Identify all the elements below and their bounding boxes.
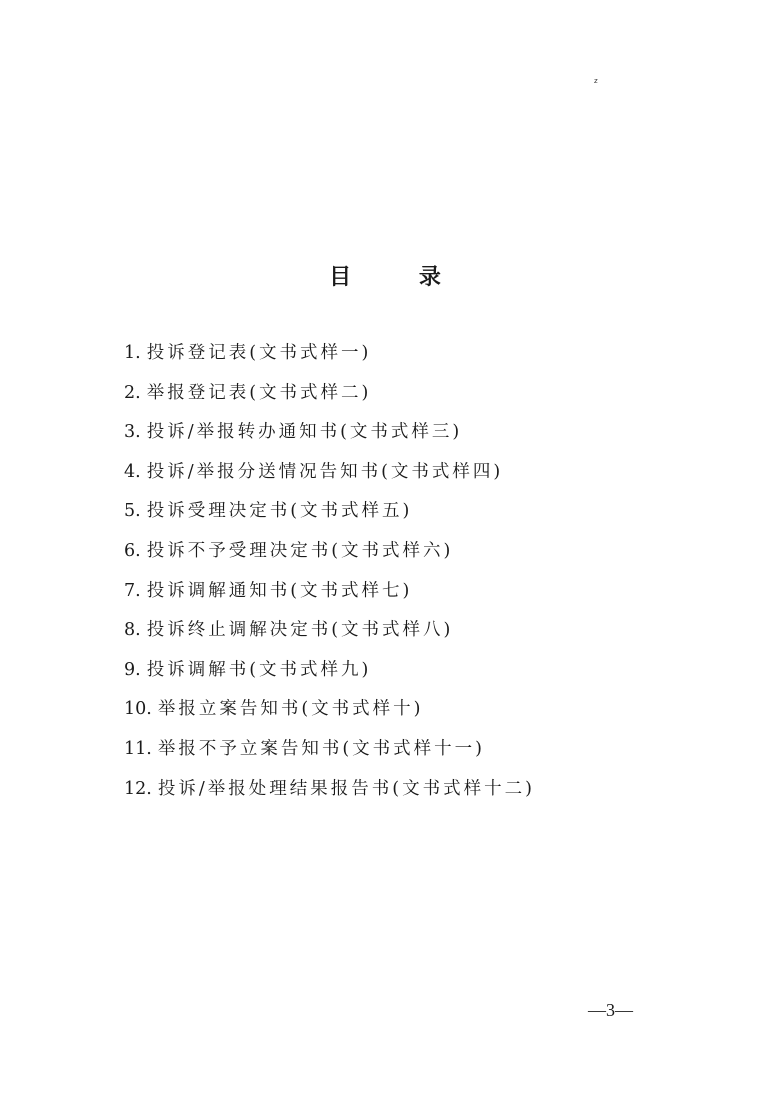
toc-item-text: 举报登记表(文书式样二) xyxy=(146,382,372,403)
toc-item-number: 11. xyxy=(124,738,152,759)
toc-item-4 xyxy=(124,459,535,499)
toc-item-text: 举报不予立案告知书(文书式样十一) xyxy=(157,738,485,759)
toc-item-3 xyxy=(124,419,535,459)
toc-item-5 xyxy=(124,498,535,538)
toc-item-1 xyxy=(124,340,535,380)
toc-item-text: 投诉登记表(文书式样一) xyxy=(146,343,372,363)
toc-item-number: 6. xyxy=(124,540,141,561)
toc-item-9 xyxy=(124,657,535,697)
toc-item-number: 7. xyxy=(124,580,141,601)
toc-item-text: 投诉受理决定书(文书式样五) xyxy=(146,501,413,522)
toc-item-text: 举报立案告知书(文书式样十) xyxy=(157,699,424,720)
toc-item-text: 投诉/举报分送情况告知书(文书式样四) xyxy=(146,461,504,482)
toc-item-text: 投诉调解通知书(文书式样七) xyxy=(146,580,413,601)
toc-item-11 xyxy=(124,736,535,776)
toc-item-number: 5. xyxy=(124,501,141,522)
toc-item-number: 9. xyxy=(124,659,141,680)
toc-item-text: 投诉终止调解决定书(文书式样八) xyxy=(146,620,454,641)
toc-item-text: 投诉调解书(文书式样九) xyxy=(146,659,372,680)
toc-item-number: 12. xyxy=(124,778,152,799)
toc-item-number: 2. xyxy=(124,382,141,403)
toc-item-10 xyxy=(124,696,535,736)
toc-item-2 xyxy=(124,380,535,420)
toc-item-7 xyxy=(124,578,535,618)
toc-item-text: 投诉/举报转办通知书(文书式样三) xyxy=(146,422,463,443)
table-of-contents xyxy=(124,340,535,815)
toc-item-number: 8. xyxy=(124,620,141,641)
toc-item-8 xyxy=(124,617,535,657)
page-title: 目 录 xyxy=(329,265,471,290)
toc-item-number: 10. xyxy=(124,699,152,720)
page-number: —3— xyxy=(588,1000,633,1020)
toc-item-12 xyxy=(124,776,535,816)
toc-item-6 xyxy=(124,538,535,578)
toc-item-text: 投诉不予受理决定书(文书式样六) xyxy=(146,540,454,561)
toc-item-number: 4. xyxy=(124,461,141,482)
toc-item-text: 投诉/举报处理结果报告书(文书式样十二) xyxy=(157,778,535,799)
toc-item-number: 1. xyxy=(124,343,141,363)
toc-item-number: 3. xyxy=(124,422,141,443)
corner-mark: z xyxy=(594,77,598,85)
